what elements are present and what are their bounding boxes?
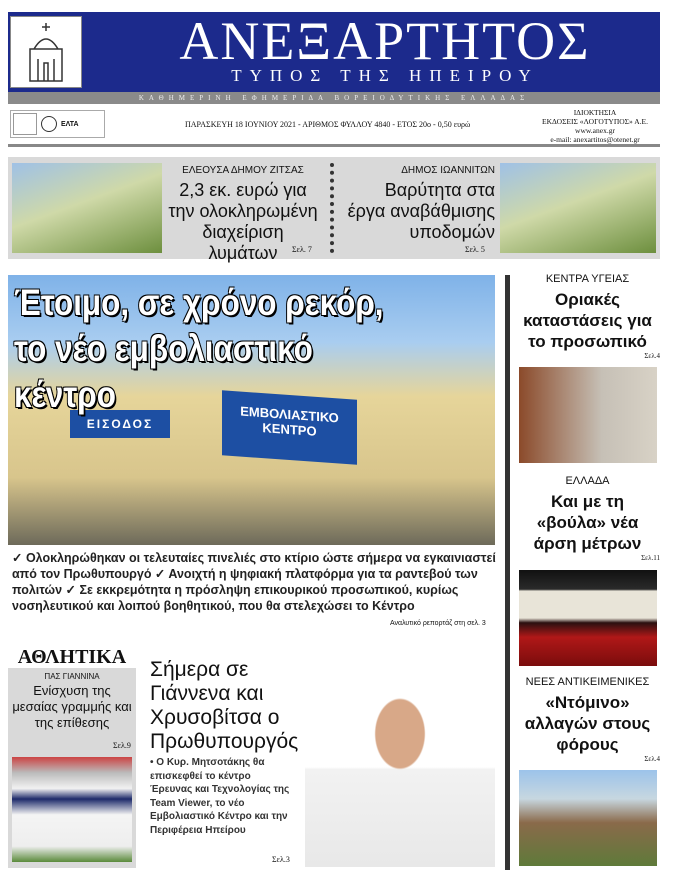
- teaser-photo-village: [500, 163, 656, 253]
- teaser-photo-building: [12, 163, 162, 253]
- dateline: ΠΑΡΑΣΚΕΥΗ 18 ΙΟΥΝΙΟΥ 2021 - ΑΡΙΘΜΟΣ ΦΥΛΛΟΥ 4840 - ΕΤΟΣ 20ο - 0,50 ευρώ: [185, 120, 471, 129]
- teaser-page: Σελ. 5: [465, 245, 485, 254]
- divider: [8, 144, 660, 147]
- entrance-sign: ΕΙΣΟΔΟΣ: [70, 410, 170, 438]
- story-headline: Οριακές καταστάσεις για το προσωπικό: [523, 290, 652, 351]
- elta-logo: ΕΛΤΑ: [61, 120, 79, 128]
- pm-summary: • Ο Κυρ. Μητσοτάκης θα επισκεφθεί το κέντρο Έρευνας και Τεχνολογίας της Team Viewer, το νέο Εμβολιαστικό Κέντρο και την Περιφέρεια Ηπείρου: [150, 757, 290, 836]
- teaser-page: Σελ. 7: [292, 245, 312, 254]
- lead-summary: ✓ Ολοκληρώθηκαν οι τελευταίες πινελιές στο κτίριο ώστε σήμερα να εγκαινιαστεί από τον Πρωθυπουργό ✓ Ανοιχτή η ψηφιακή πλατφόρμα για τα ραντεβού των πολιτών ✓ Σε εκκρεμότητα η πρόσληψη επικουρικού προσωπικού, κυρίως νοσηλευτικού και λοιπού βοηθητικού, που θα στελεχώσει το Κέντρο: [12, 551, 496, 613]
- cinema-photo: [519, 570, 657, 666]
- prime-minister-photo: [305, 645, 495, 867]
- teaser-kicker: ΔΗΜΟΣ ΙΩΑΝΝΙΤΩΝ: [401, 165, 495, 176]
- publisher-info: [530, 108, 660, 144]
- postage-box-icon: [13, 113, 37, 135]
- lead-headline[interactable]: Έτοιμο, σε χρόνο ρεκόρ, το νέο εμβολιαστικό κέντρο: [14, 282, 384, 415]
- newspaper-subtitle: ΤΥΠΟΣ ΤΗΣ ΗΠΕΙΡΟΥ: [231, 66, 539, 85]
- story-kicker: ΝΕΕΣ ΑΝΤΙΚΕΙΜΕΝΙΚΕΣ: [525, 676, 650, 688]
- website-link[interactable]: www.anex.gr: [575, 126, 615, 135]
- lead-page-ref: Αναλυτικό ρεπορτάζ στη σελ. 3: [390, 620, 486, 627]
- teaser-kicker: ΕΛΕΟΥΣΑ ΔΗΜΟΥ ΖΙΤΣΑΣ: [182, 165, 304, 176]
- right-story-3[interactable]: [515, 676, 660, 763]
- football-team-photo: [12, 757, 132, 862]
- right-story-2[interactable]: [515, 475, 660, 562]
- story-kicker: ΚΕΝΤΡΑ ΥΓΕΙΑΣ: [545, 273, 630, 285]
- story-kicker: ΕΛΛΑΔΑ: [565, 475, 610, 487]
- sports-kicker: ΠΑΣ ΓΙΑΝΝΙΝΑ: [44, 672, 100, 681]
- dotted-divider: [330, 163, 334, 253]
- pm-headline[interactable]: Σήμερα σε Γιάννενα και Χρυσοβίτσα ο Πρωθυπουργός: [150, 658, 299, 753]
- story-page: Σελ.11: [641, 554, 660, 562]
- newspaper-title: ΑΝΕΞΑΡΤΗΤΟΣ: [179, 11, 591, 71]
- church-logo: [10, 16, 82, 88]
- story-page: Σελ.4: [644, 755, 660, 763]
- town-photo: [519, 770, 657, 866]
- right-story-1[interactable]: [515, 273, 660, 360]
- teaser-headline: Βαρύτητα στα έργα αναβάθμισης υποδομών: [347, 180, 495, 242]
- story-headline: Και με τη «βούλα» νέα άρση μέτρων: [533, 492, 642, 553]
- sports-section-title: ΑΘΛΗΤΙΚΑ: [8, 646, 136, 668]
- teaser-headline: 2,3 εκ. ευρώ για την ολοκληρωμένη διαχείριση λυμάτων: [168, 180, 318, 263]
- story-headline: «Ντόμινο» αλλαγών στους φόρους: [524, 693, 651, 754]
- email-link[interactable]: e-mail: anexartitos@otenet.gr: [550, 135, 640, 144]
- publisher-name: ΕΚΔΟΣΕΙΣ «ΛΟΓΟΤΥΠΟΣ» Α.Ε.: [542, 117, 648, 126]
- postal-badges: [10, 110, 105, 138]
- sports-page: Σελ.9: [113, 741, 131, 750]
- health-center-photo: [519, 367, 657, 463]
- tagline: ΚΑΘΗΜΕΡΙΝΗ ΕΦΗΜΕΡΙΔΑ ΒΟΡΕΙΟΔΥΤΙΚΗΣ ΕΛΛΑΔΑΣ: [8, 92, 660, 104]
- seal-icon: [41, 116, 57, 132]
- sports-headline: Ενίσχυση της μεσαίας γραμμής και της επίθεσης: [12, 683, 132, 730]
- column-divider: [505, 275, 510, 870]
- teaser-2[interactable]: [345, 165, 495, 243]
- sports-story[interactable]: [8, 672, 136, 731]
- pm-page: Σελ.3: [272, 855, 290, 864]
- vaccination-center-sign: ΕΜΒΟΛΙΑΣΤΙΚΟ ΚΕΝΤΡΟ: [222, 390, 357, 464]
- story-page: Σελ.4: [644, 352, 660, 360]
- owner-label: ΙΔΙΟΚΤΗΣΙΑ: [573, 108, 617, 117]
